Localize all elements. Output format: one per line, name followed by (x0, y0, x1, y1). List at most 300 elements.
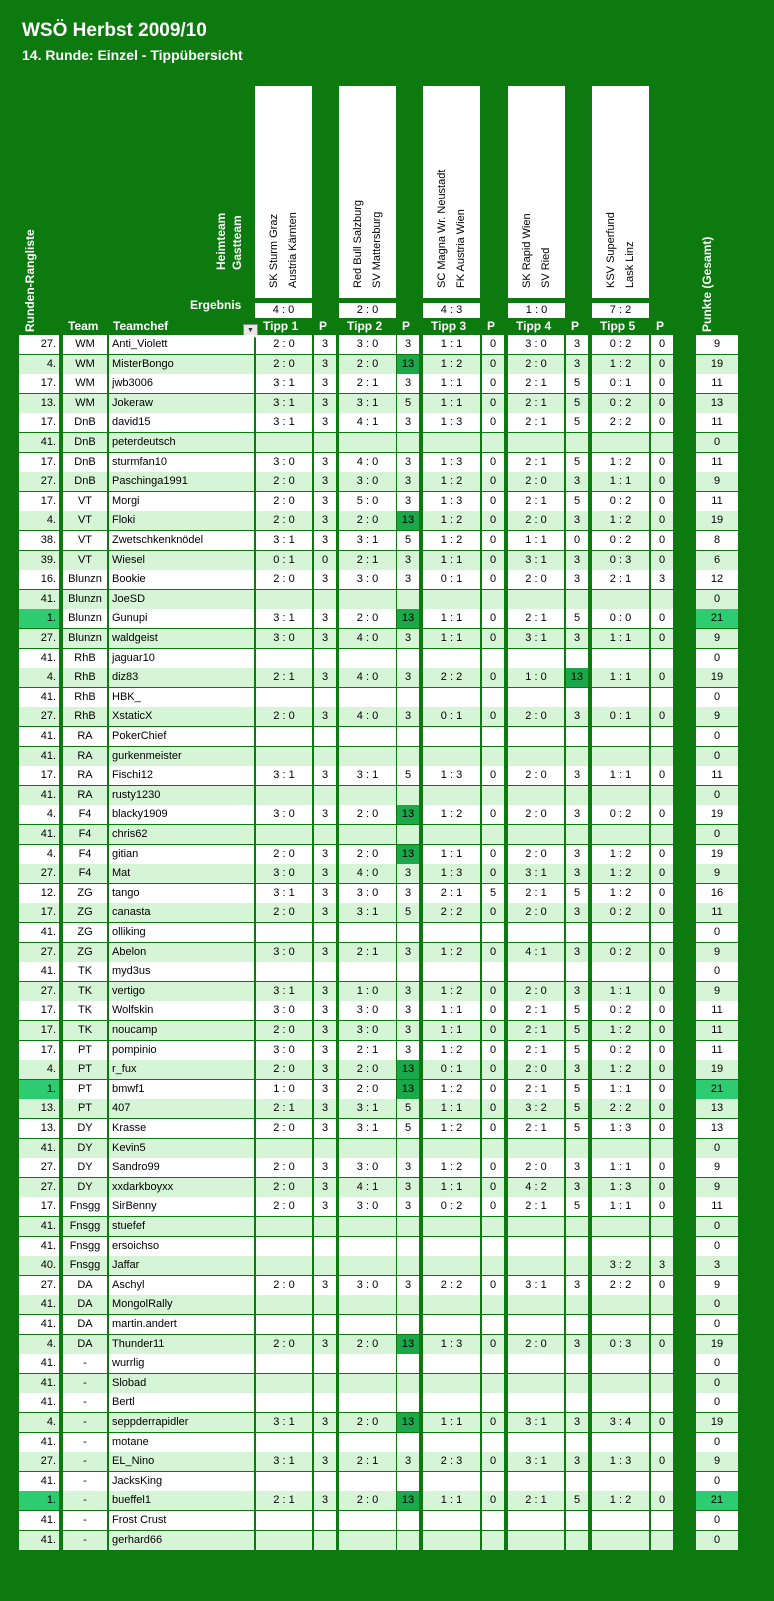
points-cell: 3 (397, 1041, 419, 1060)
rank-cell: 38. (19, 531, 59, 550)
points-cell (482, 688, 504, 707)
match-result: 7 : 2 (592, 303, 649, 318)
teamchef-cell: Jokeraw (109, 394, 254, 413)
points-cell (566, 727, 588, 746)
points-cell: 3 (566, 845, 588, 864)
points-cell: 0 (482, 413, 504, 432)
points-cell: 3 (314, 884, 336, 903)
points-cell: 13 (397, 805, 419, 824)
tipp-cell: 3 : 0 (508, 335, 564, 354)
points-cell (651, 1295, 673, 1314)
rank-cell: 17. (19, 1001, 59, 1020)
points-cell: 5 (566, 1001, 588, 1020)
rank-cell: 41. (19, 747, 59, 766)
points-cell (651, 649, 673, 668)
tipp-cell: 2 : 1 (508, 1197, 564, 1216)
tipp-cell: 2 : 0 (508, 903, 564, 922)
tipp-cell: 2 : 0 (256, 707, 312, 726)
tipp-cell (339, 1472, 396, 1491)
points-cell: 5 (566, 374, 588, 393)
points-cell: 0 (482, 453, 504, 472)
tipp-cell (508, 1374, 564, 1393)
points-cell (397, 590, 419, 609)
rank-cell: 17. (19, 374, 59, 393)
team-cell: Fnsgg (63, 1217, 107, 1236)
total-points-cell: 0 (696, 1472, 738, 1491)
points-cell: 5 (566, 413, 588, 432)
points-cell (314, 825, 336, 844)
tipp-cell: 1 : 1 (423, 1413, 480, 1432)
points-cell: 0 (651, 1021, 673, 1040)
match-3-teams (423, 86, 480, 298)
tipp-cell (508, 1315, 564, 1334)
team-cell: WM (63, 355, 107, 374)
table-row (0, 1001, 774, 1020)
points-cell (651, 1511, 673, 1530)
team-cell: VT (63, 531, 107, 550)
tipp-cell: 1 : 2 (423, 1119, 480, 1138)
tipp-cell: 2 : 1 (256, 1491, 312, 1510)
tipp-cell: 2 : 0 (256, 472, 312, 491)
tipp-cell: 1 : 1 (423, 845, 480, 864)
match-away-team: SV Ried (540, 247, 552, 288)
tipp-cell (339, 923, 396, 942)
table-row (0, 1413, 774, 1432)
tipp-cell (592, 1433, 649, 1452)
tipp-cell (423, 1374, 480, 1393)
teamchef-cell: olliking (109, 923, 254, 942)
tipp-cell: 3 : 1 (339, 903, 396, 922)
teamchef-cell: JacksKing (109, 1472, 254, 1491)
header-points-4: P (571, 319, 580, 333)
points-cell: 0 (651, 609, 673, 628)
table-row (0, 668, 774, 687)
tipp-cell: 1 : 1 (592, 766, 649, 785)
points-cell: 3 (566, 982, 588, 1001)
points-cell (566, 786, 588, 805)
tipp-cell (423, 590, 480, 609)
points-cell: 3 (397, 1021, 419, 1040)
total-points-cell: 11 (696, 1001, 738, 1020)
points-cell (397, 1217, 419, 1236)
tipp-cell (339, 786, 396, 805)
tipp-cell: 2 : 0 (339, 1413, 396, 1432)
table-row (0, 1119, 774, 1138)
table-row (0, 727, 774, 746)
points-cell (397, 1433, 419, 1452)
points-cell: 0 (482, 1099, 504, 1118)
total-points-cell: 9 (696, 1276, 738, 1295)
tipp-cell (592, 1139, 649, 1158)
rank-cell: 4. (19, 1060, 59, 1079)
points-cell (482, 786, 504, 805)
tipp-cell: 3 : 0 (339, 570, 396, 589)
points-cell: 0 (482, 1001, 504, 1020)
table-row (0, 551, 774, 570)
tipp-cell: 3 : 0 (256, 805, 312, 824)
points-cell: 0 (651, 1452, 673, 1471)
tipp-cell: 2 : 0 (508, 511, 564, 530)
table-row (0, 1433, 774, 1452)
teamchef-cell: MongolRally (109, 1295, 254, 1314)
tipp-cell (423, 1139, 480, 1158)
header-gastteam: Gastteam (230, 215, 244, 270)
tipp-cell: 2 : 0 (256, 492, 312, 511)
tipp-cell (339, 962, 396, 981)
rank-cell: 17. (19, 1197, 59, 1216)
teamchef-cell: jwb3006 (109, 374, 254, 393)
tipp-cell: 2 : 1 (508, 609, 564, 628)
rank-cell: 27. (19, 943, 59, 962)
tipp-cell: 2 : 0 (339, 1080, 396, 1099)
tipp-cell (339, 688, 396, 707)
points-cell: 0 (482, 355, 504, 374)
points-cell: 0 (482, 570, 504, 589)
tipp-cell: 1 : 2 (592, 511, 649, 530)
points-cell: 3 (314, 492, 336, 511)
points-cell: 3 (566, 629, 588, 648)
teamchef-cell: MisterBongo (109, 355, 254, 374)
rank-cell: 41. (19, 1315, 59, 1334)
points-cell (314, 433, 336, 452)
tipp-cell: 2 : 0 (256, 511, 312, 530)
tipp-cell: 3 : 1 (256, 413, 312, 432)
team-cell: DY (63, 1119, 107, 1138)
points-cell: 3 (397, 551, 419, 570)
tipp-cell: 0 : 2 (592, 492, 649, 511)
points-cell: 5 (566, 1080, 588, 1099)
total-points-cell: 13 (696, 394, 738, 413)
total-points-cell: 0 (696, 590, 738, 609)
points-cell (566, 1217, 588, 1236)
teamchef-cell: stuefef (109, 1217, 254, 1236)
rank-cell: 41. (19, 1472, 59, 1491)
points-cell: 3 (397, 884, 419, 903)
points-cell: 0 (651, 453, 673, 472)
points-cell: 0 (482, 551, 504, 570)
match-home-team: SK Sturm Graz (268, 214, 280, 288)
table-row (0, 1393, 774, 1412)
tipp-cell: 1 : 1 (423, 1001, 480, 1020)
points-cell (566, 1139, 588, 1158)
table-row (0, 1021, 774, 1040)
teamchef-cell: pompinio (109, 1041, 254, 1060)
tipp-cell: 3 : 0 (339, 472, 396, 491)
tipp-cell: 3 : 1 (256, 982, 312, 1001)
points-cell (314, 1374, 336, 1393)
points-cell: 3 (314, 1041, 336, 1060)
tipp-cell: 1 : 2 (423, 943, 480, 962)
tipp-cell (508, 1256, 564, 1275)
points-cell (397, 1374, 419, 1393)
rank-cell: 40. (19, 1256, 59, 1275)
teamchef-cell: Wolfskin (109, 1001, 254, 1020)
total-points-cell: 9 (696, 472, 738, 491)
table-row (0, 609, 774, 628)
team-cell: PT (63, 1060, 107, 1079)
points-cell (566, 1511, 588, 1530)
teamchef-cell: Mat (109, 864, 254, 883)
tipp-cell: 1 : 3 (592, 1452, 649, 1471)
tipp-cell: 1 : 3 (423, 413, 480, 432)
team-cell: - (63, 1472, 107, 1491)
tipp-cell: 3 : 0 (339, 884, 396, 903)
tipp-cell: 2 : 2 (423, 668, 480, 687)
tipp-cell (423, 1237, 480, 1256)
points-cell: 0 (651, 1080, 673, 1099)
total-points-cell: 19 (696, 668, 738, 687)
table-row (0, 766, 774, 785)
team-cell: WM (63, 394, 107, 413)
points-cell (482, 590, 504, 609)
points-cell: 3 (566, 1276, 588, 1295)
tipp-cell: 3 : 1 (508, 864, 564, 883)
tipp-cell (592, 1531, 649, 1550)
team-cell: TK (63, 1021, 107, 1040)
team-cell: DnB (63, 472, 107, 491)
team-cell: DY (63, 1139, 107, 1158)
total-points-cell: 0 (696, 825, 738, 844)
rank-cell: 13. (19, 394, 59, 413)
tipp-cell (592, 727, 649, 746)
teamchef-cell: Slobad (109, 1374, 254, 1393)
points-cell: 3 (566, 570, 588, 589)
points-cell (314, 1393, 336, 1412)
rank-cell: 27. (19, 472, 59, 491)
tipp-cell (423, 786, 480, 805)
points-cell (314, 1256, 336, 1275)
table-row (0, 1080, 774, 1099)
tipp-cell: 2 : 0 (256, 335, 312, 354)
tipp-cell (508, 590, 564, 609)
team-cell: DA (63, 1335, 107, 1354)
points-cell: 5 (566, 1041, 588, 1060)
match-result: 4 : 0 (255, 303, 312, 318)
tipp-cell: 0 : 2 (592, 531, 649, 550)
tipp-cell: 1 : 3 (423, 766, 480, 785)
table-row (0, 1197, 774, 1216)
tipp-cell: 1 : 0 (339, 982, 396, 1001)
teamchef-cell: EL_Nino (109, 1452, 254, 1471)
tipp-cell: 3 : 0 (339, 1276, 396, 1295)
teamchef-cell: Aschyl (109, 1276, 254, 1295)
team-cell: RA (63, 766, 107, 785)
tipp-cell: 0 : 1 (592, 707, 649, 726)
header-points-2: P (402, 319, 411, 333)
rank-cell: 41. (19, 590, 59, 609)
points-cell: 3 (566, 511, 588, 530)
table-row (0, 1178, 774, 1197)
table-row (0, 649, 774, 668)
points-cell: 5 (566, 1119, 588, 1138)
table-row (0, 962, 774, 981)
tipp-cell: 3 : 1 (256, 609, 312, 628)
filter-dropdown-button[interactable]: ▼ (243, 324, 258, 338)
tipp-cell: 3 : 0 (339, 1001, 396, 1020)
points-cell: 3 (397, 472, 419, 491)
points-cell: 3 (314, 1452, 336, 1471)
teamchef-cell: ersoichso (109, 1237, 254, 1256)
rank-cell: 41. (19, 923, 59, 942)
points-cell: 3 (397, 570, 419, 589)
points-cell (482, 1433, 504, 1452)
tipp-cell (592, 688, 649, 707)
points-cell: 3 (314, 355, 336, 374)
table-row (0, 1158, 774, 1177)
total-points-cell: 0 (696, 688, 738, 707)
table-row (0, 590, 774, 609)
header-points-1: P (319, 319, 328, 333)
points-cell (314, 688, 336, 707)
tipp-cell: 0 : 1 (423, 1060, 480, 1079)
team-cell: DA (63, 1276, 107, 1295)
points-cell: 0 (651, 472, 673, 491)
teamchef-cell: Bertl (109, 1393, 254, 1412)
tipp-cell: 1 : 2 (423, 1080, 480, 1099)
points-cell: 0 (482, 1021, 504, 1040)
tipp-cell: 4 : 1 (508, 943, 564, 962)
team-cell: TK (63, 982, 107, 1001)
tipp-cell: 1 : 1 (423, 1021, 480, 1040)
points-cell: 0 (482, 374, 504, 393)
points-cell: 5 (397, 1119, 419, 1138)
tipp-cell: 2 : 1 (508, 453, 564, 472)
points-cell: 13 (566, 668, 588, 687)
team-cell: Blunzn (63, 590, 107, 609)
rank-cell: 27. (19, 707, 59, 726)
rank-cell: 41. (19, 786, 59, 805)
tipp-cell: 2 : 0 (508, 707, 564, 726)
table-row (0, 472, 774, 491)
tipp-cell (423, 923, 480, 942)
total-points-cell: 3 (696, 1256, 738, 1275)
teamchef-cell: Thunder11 (109, 1335, 254, 1354)
points-cell (651, 590, 673, 609)
tipp-cell: 3 : 0 (339, 1197, 396, 1216)
points-cell: 3 (314, 1335, 336, 1354)
teamchef-cell: Fischi12 (109, 766, 254, 785)
tipp-cell: 5 : 0 (339, 492, 396, 511)
points-cell (482, 1374, 504, 1393)
tipp-cell: 1 : 1 (592, 472, 649, 491)
tipp-cell (256, 1472, 312, 1491)
total-points-cell: 8 (696, 531, 738, 550)
total-points-cell: 9 (696, 707, 738, 726)
rank-cell: 27. (19, 335, 59, 354)
total-points-cell: 0 (696, 433, 738, 452)
tipp-cell (256, 1511, 312, 1530)
points-cell: 3 (397, 1452, 419, 1471)
match-result: 2 : 0 (339, 303, 396, 318)
points-cell: 3 (314, 570, 336, 589)
total-points-cell: 12 (696, 570, 738, 589)
tipp-cell: 1 : 1 (423, 629, 480, 648)
tipp-cell (339, 1354, 396, 1373)
table-row (0, 1452, 774, 1471)
points-cell (314, 747, 336, 766)
points-cell (566, 825, 588, 844)
team-cell: DY (63, 1158, 107, 1177)
tipp-cell (423, 649, 480, 668)
points-cell: 3 (566, 903, 588, 922)
tipp-cell: 0 : 2 (423, 1197, 480, 1216)
tipp-cell (339, 747, 396, 766)
points-cell: 0 (651, 1178, 673, 1197)
tipp-cell: 2 : 1 (508, 1119, 564, 1138)
total-points-cell: 0 (696, 1315, 738, 1334)
table-row (0, 805, 774, 824)
team-cell: RA (63, 727, 107, 746)
points-cell (651, 1374, 673, 1393)
team-cell: - (63, 1531, 107, 1550)
table-row (0, 747, 774, 766)
points-cell: 0 (651, 845, 673, 864)
points-cell (314, 1472, 336, 1491)
tipp-cell: 2 : 1 (256, 668, 312, 687)
tipp-cell: 2 : 1 (508, 1491, 564, 1510)
tipp-cell: 2 : 0 (339, 1491, 396, 1510)
teamchef-cell: SirBenny (109, 1197, 254, 1216)
tipp-cell: 0 : 2 (592, 943, 649, 962)
points-cell: 3 (314, 511, 336, 530)
tipp-cell: 3 : 1 (256, 394, 312, 413)
teamchef-cell: Kevin5 (109, 1139, 254, 1158)
tipp-cell: 2 : 0 (508, 1335, 564, 1354)
match-2-teams (339, 86, 396, 298)
table-row (0, 355, 774, 374)
points-cell: 0 (651, 884, 673, 903)
tipp-cell (592, 825, 649, 844)
points-cell: 0 (482, 1335, 504, 1354)
teamchef-cell: Zwetschkenknödel (109, 531, 254, 550)
tipp-cell: 3 : 0 (256, 864, 312, 883)
points-cell (397, 433, 419, 452)
points-cell (397, 1354, 419, 1373)
points-cell (397, 727, 419, 746)
team-cell: PT (63, 1099, 107, 1118)
tipp-cell (592, 1217, 649, 1236)
points-cell (566, 1393, 588, 1412)
total-points-cell: 0 (696, 649, 738, 668)
table-row (0, 864, 774, 883)
tipp-cell (592, 786, 649, 805)
total-points-cell: 0 (696, 1393, 738, 1412)
rank-cell: 27. (19, 1276, 59, 1295)
tipp-cell (508, 1511, 564, 1530)
tipp-cell: 4 : 0 (339, 668, 396, 687)
points-cell: 0 (482, 1119, 504, 1138)
header-tipp-1: Tipp 1 (263, 319, 299, 333)
teamchef-cell: 407 (109, 1099, 254, 1118)
points-cell: 5 (566, 492, 588, 511)
table-row (0, 1276, 774, 1295)
tipp-cell (339, 433, 396, 452)
tipp-cell (508, 962, 564, 981)
teamchef-cell: bmwf1 (109, 1080, 254, 1099)
points-cell (651, 786, 673, 805)
tipp-cell (508, 825, 564, 844)
points-cell: 0 (482, 864, 504, 883)
points-cell (397, 923, 419, 942)
tipp-cell: 2 : 0 (256, 1335, 312, 1354)
team-cell: ZG (63, 903, 107, 922)
tipp-cell: 4 : 1 (339, 1178, 396, 1197)
table-row (0, 433, 774, 452)
points-cell: 3 (397, 1178, 419, 1197)
points-cell: 3 (397, 1158, 419, 1177)
tipp-cell (423, 825, 480, 844)
points-cell: 3 (566, 707, 588, 726)
